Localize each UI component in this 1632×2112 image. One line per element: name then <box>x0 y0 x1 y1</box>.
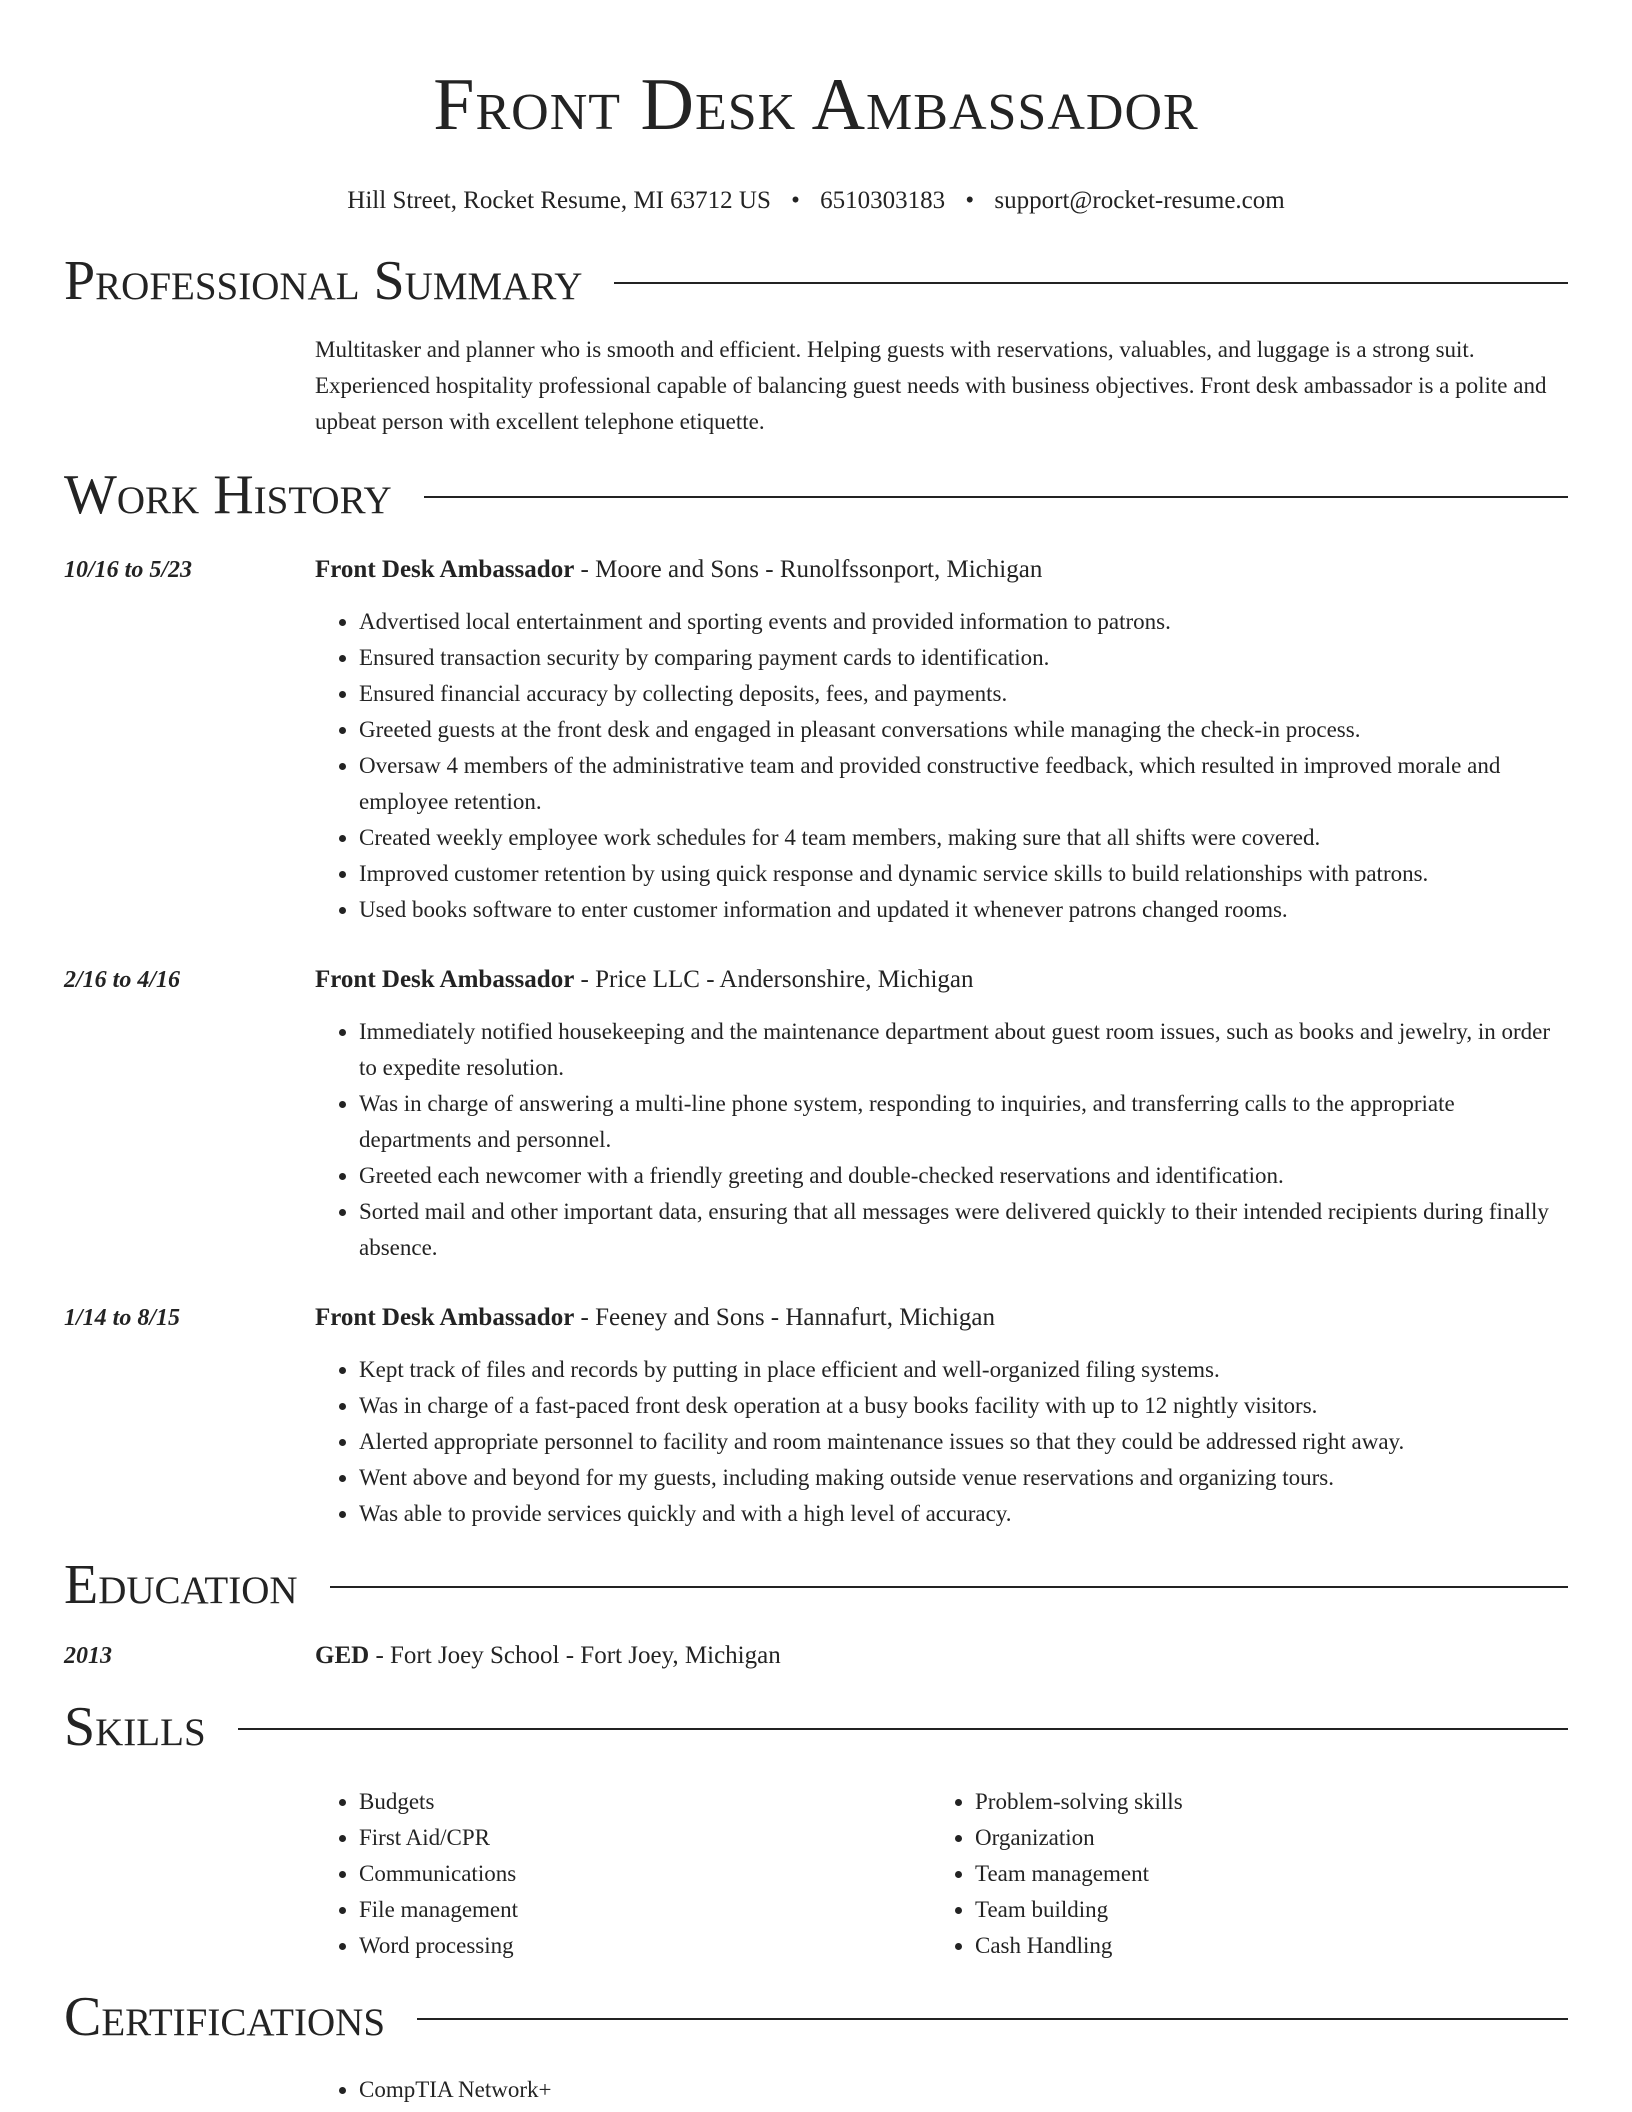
list-item: • Cash Handling <box>975 1928 1547 1964</box>
summary-section-header <box>64 250 1568 312</box>
job-bullets <box>315 604 1568 928</box>
section-divider <box>614 282 1568 284</box>
contact-separator: • <box>965 187 975 214</box>
education-degree: GED <box>315 1642 370 1669</box>
contact-line <box>64 186 1568 216</box>
contact-address: Hill Street, Rocket Resume, MI 63712 US <box>347 187 771 214</box>
list-item: • Was able to provide services quickly and with a high level of accuracy. <box>359 1496 1568 1532</box>
section-divider <box>330 1586 1568 1588</box>
section-divider <box>424 496 1568 498</box>
summary-text: Multitasker and planner who is smooth and efficient. Helping guests with reservations, valuables, and luggage is a strong suit. Experienced hospitality professional capable of balancing guest needs with business objectives. Front desk ambassador is a polite and upbeat person with excellent telephone etiquette. <box>315 337 1547 434</box>
job-title-line <box>315 962 1568 998</box>
job-dates: 2/16 to 4/16 <box>64 967 181 993</box>
job-dates: 10/16 to 5/23 <box>64 557 193 583</box>
list-item: • Ensured financial accuracy by collecting deposits, fees, and payments. <box>359 676 1568 712</box>
list-item: • Problem-solving skills <box>975 1784 1547 1820</box>
list-item: • Communications <box>359 1856 931 1892</box>
resume-name: Front Desk Ambassador <box>433 64 1199 146</box>
education-line <box>315 1638 1568 1674</box>
list-item: • Was in charge of answering a multi-line phone system, responding to inquiries, and transferring calls to the appropriate departments and personnel. <box>359 1086 1568 1158</box>
job-content <box>315 962 1568 1266</box>
job-role: Front Desk Ambassador <box>315 1304 575 1331</box>
list-item: • First Aid/CPR <box>359 1820 931 1856</box>
job-employer: - Price LLC - Andersonshire, Michigan <box>574 966 974 993</box>
list-item: • Word processing <box>359 1928 931 1964</box>
list-item: • Greeted guests at the front desk and engaged in pleasant conversations while managing the check-in process. <box>359 712 1568 748</box>
contact-email: support@rocket-resume.com <box>994 187 1285 214</box>
job-content <box>315 552 1568 928</box>
job-title-line <box>315 1300 1568 1336</box>
contact-phone: 6510303183 <box>820 187 946 214</box>
section-divider <box>417 2018 1568 2020</box>
job-entry <box>64 962 1568 1266</box>
certifications-list <box>315 2072 1568 2108</box>
education-year: 2013 <box>64 1643 112 1669</box>
contact-separator: • <box>791 187 800 214</box>
work-history-list <box>64 552 1568 1532</box>
list-item: • Improved customer retention by using quick response and dynamic service skills to build relationships with patrons. <box>359 856 1568 892</box>
list-item: • Kept track of files and records by putting in place efficient and well-organized filing systems. <box>359 1352 1568 1388</box>
section-title: Work History <box>64 464 392 526</box>
list-item: • Team building <box>975 1892 1547 1928</box>
education-section-header <box>64 1554 1568 1616</box>
section-title: Certifications <box>64 1986 386 2048</box>
job-role: Front Desk Ambassador <box>315 556 575 583</box>
list-item: • File management <box>359 1892 931 1928</box>
list-item: • Used books software to enter customer information and updated it whenever patrons changed rooms. <box>359 892 1568 928</box>
section-title: Professional Summary <box>64 250 583 312</box>
certifications-items <box>315 2072 1568 2108</box>
list-item: • Oversaw 4 members of the administrative team and provided constructive feedback, which resulted in improved morale and employee retention. <box>359 748 1568 820</box>
skills-right-column <box>931 1784 1547 1964</box>
skills-section-header <box>64 1696 1568 1758</box>
list-item: • Ensured transaction security by comparing payment cards to identification. <box>359 640 1568 676</box>
education-entry <box>64 1638 1568 1674</box>
section-divider <box>238 1728 1568 1730</box>
list-item: • Organization <box>975 1820 1547 1856</box>
skills-columns <box>315 1784 1568 1964</box>
resume-page <box>64 0 1568 2108</box>
certifications-section-header <box>64 1986 1568 2048</box>
education-school: - Fort Joey School - Fort Joey, Michigan <box>369 1642 781 1669</box>
list-item: • Sorted mail and other important data, ensuring that all messages were delivered quickly to their intended recipients during finally absence. <box>359 1194 1568 1266</box>
job-entry <box>64 1300 1568 1532</box>
section-title: Skills <box>64 1696 206 1758</box>
list-item: • Went above and beyond for my guests, including making outside venue reservations and organizing tours. <box>359 1460 1568 1496</box>
list-item: • Was in charge of a fast-paced front desk operation at a busy books facility with up to 12 nightly visitors. <box>359 1388 1568 1424</box>
job-bullets <box>315 1014 1568 1266</box>
list-item: • Budgets <box>359 1784 931 1820</box>
list-item: • Greeted each newcomer with a friendly greeting and double-checked reservations and identification. <box>359 1158 1568 1194</box>
list-item: • CompTIA Network+ <box>359 2072 1568 2108</box>
work-section-header <box>64 464 1568 526</box>
job-content <box>315 1300 1568 1532</box>
list-item: • Team management <box>975 1856 1547 1892</box>
job-role: Front Desk Ambassador <box>315 966 575 993</box>
list-item: • Immediately notified housekeeping and the maintenance department about guest room issues, such as books and jewelry, in order to expedite resolution. <box>359 1014 1568 1086</box>
job-employer: - Feeney and Sons - Hannafurt, Michigan <box>574 1304 996 1331</box>
list-item: • Alerted appropriate personnel to facility and room maintenance issues so that they could be addressed right away. <box>359 1424 1568 1460</box>
job-employer: - Moore and Sons - Runolfssonport, Michigan <box>574 556 1043 583</box>
job-title-line <box>315 552 1568 588</box>
skills-left-column <box>315 1784 931 1964</box>
job-entry <box>64 552 1568 928</box>
section-title: Education <box>64 1554 298 1616</box>
list-item: • Advertised local entertainment and sporting events and provided information to patrons. <box>359 604 1568 640</box>
job-bullets <box>315 1352 1568 1532</box>
job-dates: 1/14 to 8/15 <box>64 1305 181 1331</box>
list-item: • Created weekly employee work schedules for 4 team members, making sure that all shifts were covered. <box>359 820 1568 856</box>
